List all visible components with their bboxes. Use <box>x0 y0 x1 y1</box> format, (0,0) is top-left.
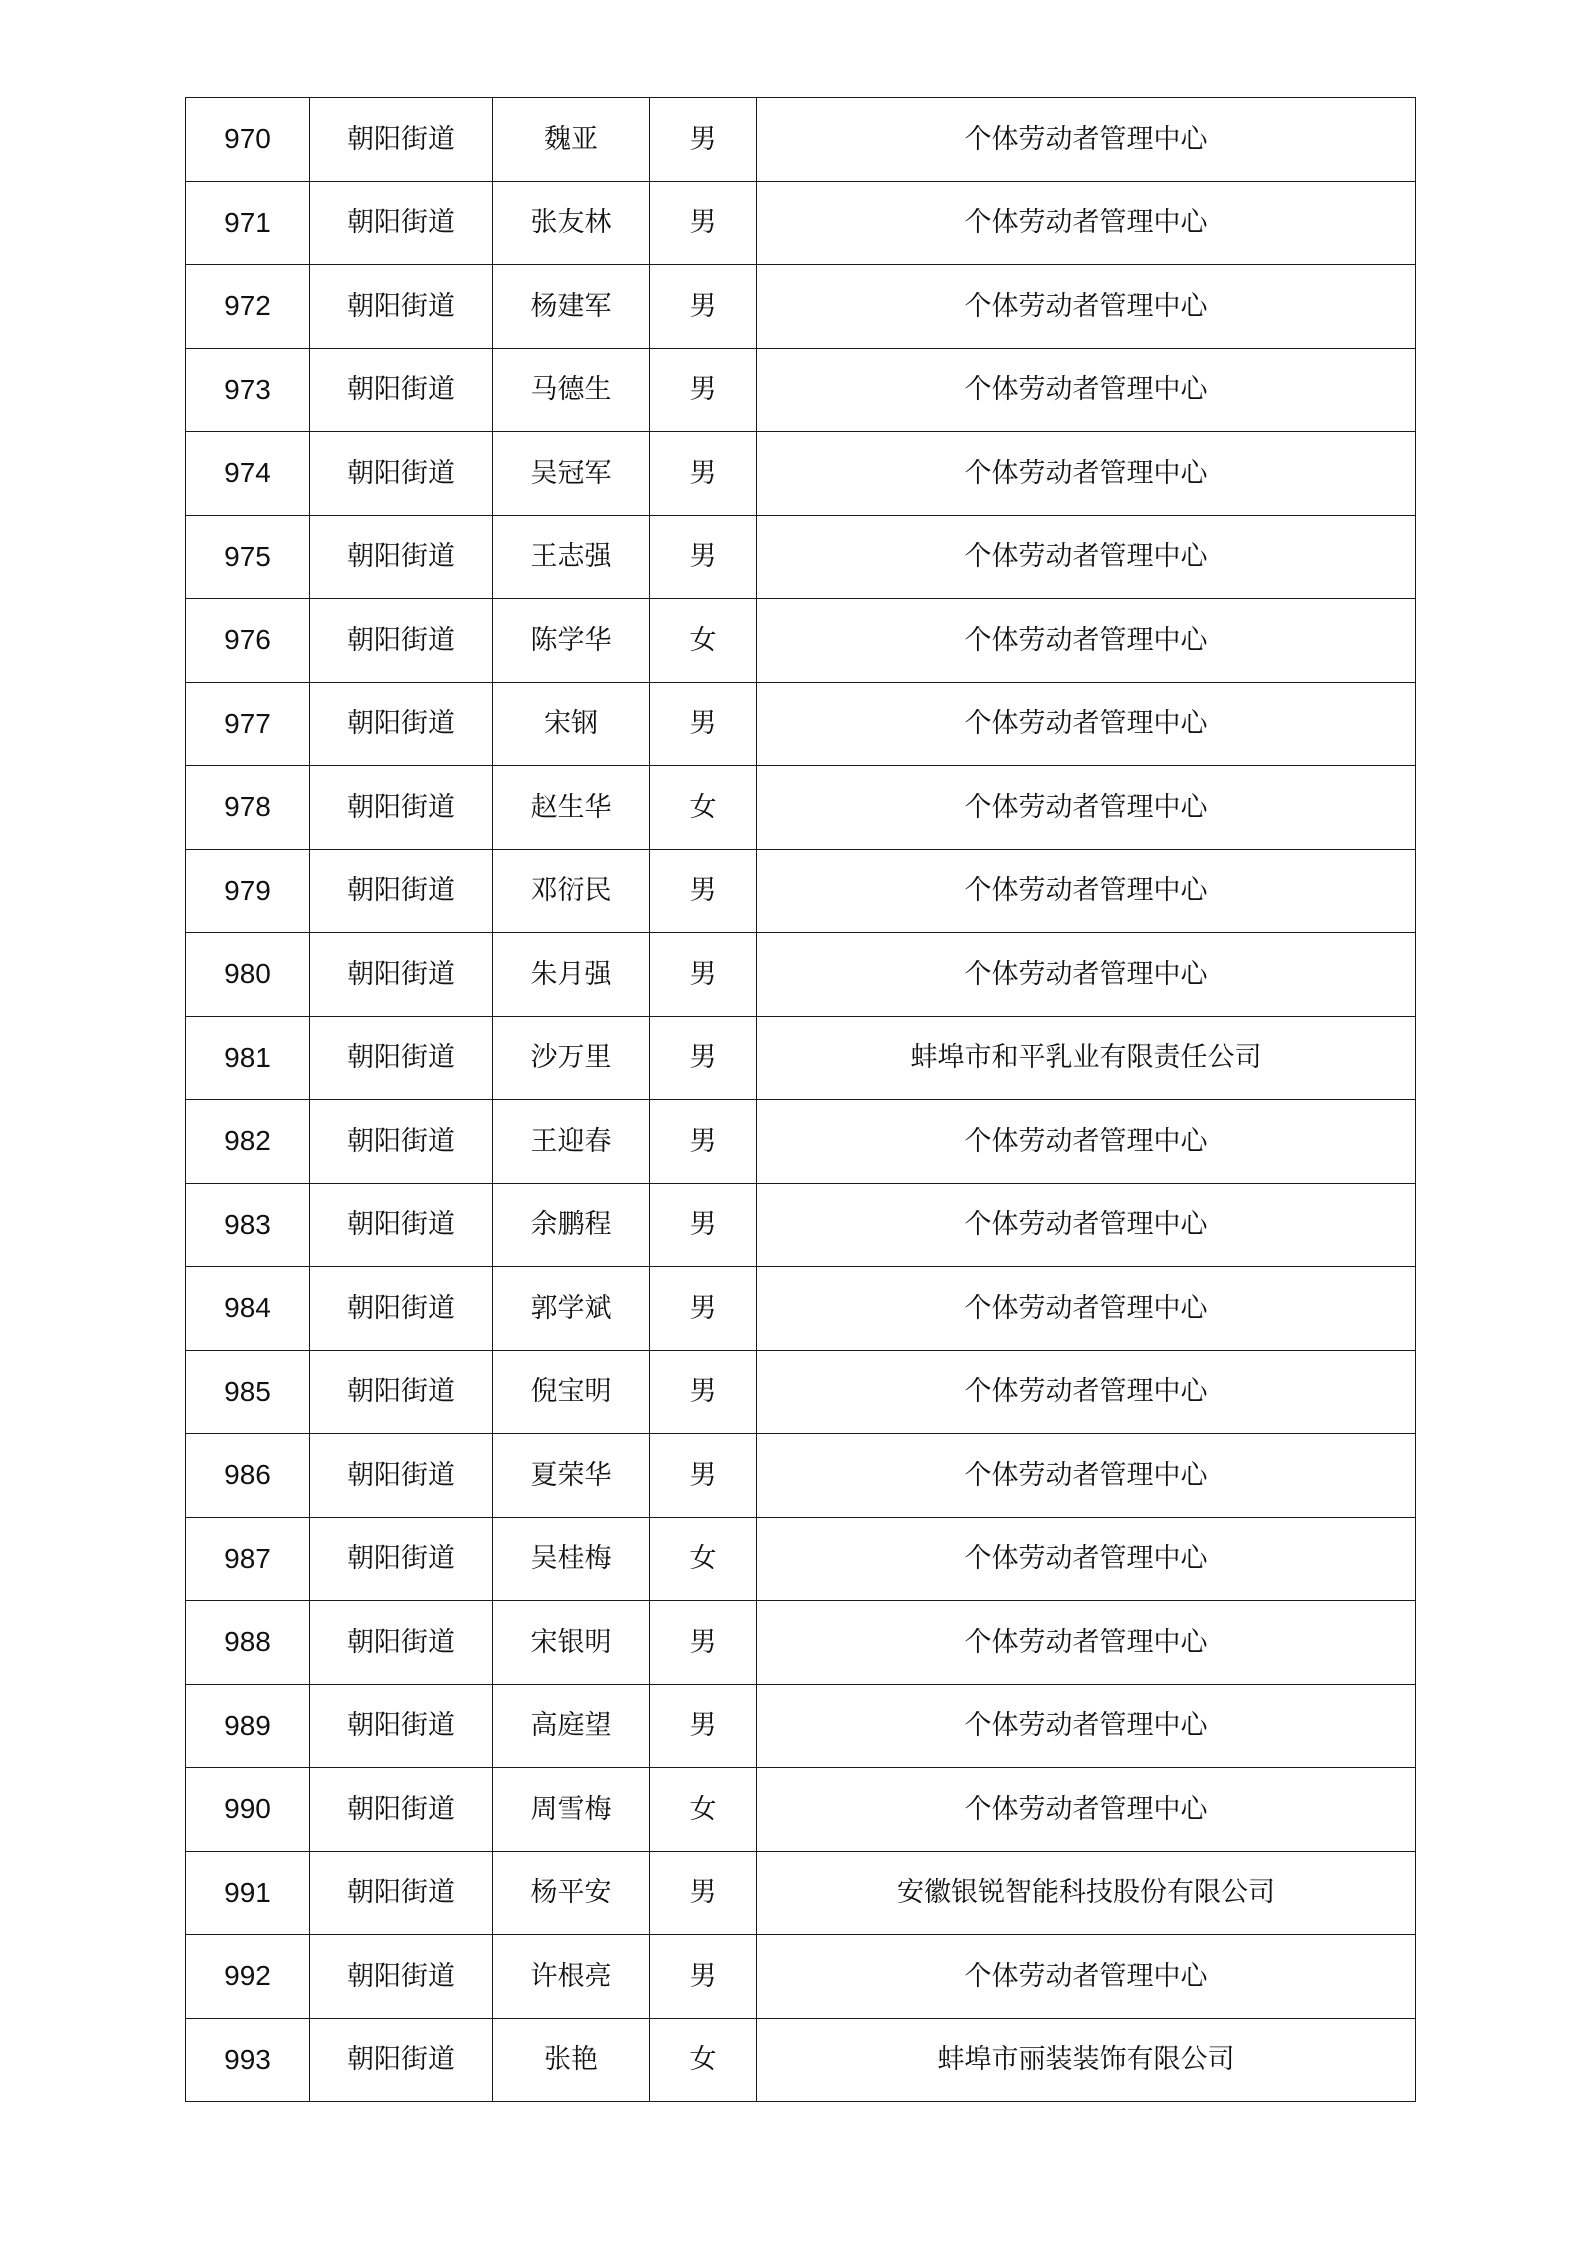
gender-cell: 女 <box>650 766 757 850</box>
work-unit-cell: 个体劳动者管理中心 <box>757 515 1416 599</box>
table-row <box>186 432 1416 516</box>
row-number-cell: 972 <box>186 265 310 349</box>
gender-cell: 男 <box>650 1684 757 1768</box>
row-number-cell: 970 <box>186 98 310 182</box>
gender-cell: 男 <box>650 265 757 349</box>
row-number-cell: 974 <box>186 432 310 516</box>
row-number-cell: 978 <box>186 766 310 850</box>
name-cell: 王迎春 <box>493 1100 650 1184</box>
work-unit-cell: 个体劳动者管理中心 <box>757 1434 1416 1518</box>
row-number-cell: 980 <box>186 933 310 1017</box>
gender-cell: 女 <box>650 2018 757 2102</box>
name-cell: 赵生华 <box>493 766 650 850</box>
street-cell: 朝阳街道 <box>310 1183 493 1267</box>
street-cell: 朝阳街道 <box>310 682 493 766</box>
name-cell: 魏亚 <box>493 98 650 182</box>
street-cell: 朝阳街道 <box>310 1517 493 1601</box>
street-cell: 朝阳街道 <box>310 1434 493 1518</box>
table-row <box>186 515 1416 599</box>
work-unit-cell: 蚌埠市和平乳业有限责任公司 <box>757 1016 1416 1100</box>
row-number-cell: 989 <box>186 1684 310 1768</box>
name-cell: 杨平安 <box>493 1851 650 1935</box>
work-unit-cell: 个体劳动者管理中心 <box>757 1684 1416 1768</box>
name-cell: 夏荣华 <box>493 1434 650 1518</box>
gender-cell: 男 <box>650 933 757 1017</box>
name-cell: 吴冠军 <box>493 432 650 516</box>
work-unit-cell: 个体劳动者管理中心 <box>757 1183 1416 1267</box>
gender-cell: 男 <box>650 1434 757 1518</box>
work-unit-cell: 个体劳动者管理中心 <box>757 933 1416 1017</box>
work-unit-cell: 个体劳动者管理中心 <box>757 1768 1416 1852</box>
gender-cell: 女 <box>650 1517 757 1601</box>
row-number-cell: 982 <box>186 1100 310 1184</box>
gender-cell: 男 <box>650 849 757 933</box>
gender-cell: 男 <box>650 181 757 265</box>
roster-table-body <box>186 98 1416 2102</box>
name-cell: 宋钢 <box>493 682 650 766</box>
street-cell: 朝阳街道 <box>310 1684 493 1768</box>
street-cell: 朝阳街道 <box>310 1267 493 1351</box>
gender-cell: 女 <box>650 1768 757 1852</box>
row-number-cell: 985 <box>186 1350 310 1434</box>
row-number-cell: 986 <box>186 1434 310 1518</box>
row-number-cell: 993 <box>186 2018 310 2102</box>
work-unit-cell: 个体劳动者管理中心 <box>757 849 1416 933</box>
row-number-cell: 992 <box>186 1935 310 2019</box>
street-cell: 朝阳街道 <box>310 766 493 850</box>
table-row <box>186 849 1416 933</box>
work-unit-cell: 个体劳动者管理中心 <box>757 348 1416 432</box>
street-cell: 朝阳街道 <box>310 1100 493 1184</box>
street-cell: 朝阳街道 <box>310 933 493 1017</box>
roster-table <box>185 97 1416 2102</box>
table-row <box>186 98 1416 182</box>
row-number-cell: 987 <box>186 1517 310 1601</box>
work-unit-cell: 个体劳动者管理中心 <box>757 432 1416 516</box>
name-cell: 吴桂梅 <box>493 1517 650 1601</box>
row-number-cell: 990 <box>186 1768 310 1852</box>
row-number-cell: 973 <box>186 348 310 432</box>
gender-cell: 女 <box>650 599 757 683</box>
name-cell: 许根亮 <box>493 1935 650 2019</box>
street-cell: 朝阳街道 <box>310 181 493 265</box>
table-row <box>186 1684 1416 1768</box>
row-number-cell: 977 <box>186 682 310 766</box>
name-cell: 宋银明 <box>493 1601 650 1685</box>
work-unit-cell: 个体劳动者管理中心 <box>757 599 1416 683</box>
name-cell: 倪宝明 <box>493 1350 650 1434</box>
street-cell: 朝阳街道 <box>310 599 493 683</box>
gender-cell: 男 <box>650 432 757 516</box>
table-row <box>186 1851 1416 1935</box>
table-row <box>186 1768 1416 1852</box>
street-cell: 朝阳街道 <box>310 1851 493 1935</box>
street-cell: 朝阳街道 <box>310 2018 493 2102</box>
name-cell: 杨建军 <box>493 265 650 349</box>
row-number-cell: 988 <box>186 1601 310 1685</box>
table-row <box>186 1517 1416 1601</box>
name-cell: 余鹏程 <box>493 1183 650 1267</box>
work-unit-cell: 个体劳动者管理中心 <box>757 1100 1416 1184</box>
row-number-cell: 975 <box>186 515 310 599</box>
name-cell: 张艳 <box>493 2018 650 2102</box>
table-row <box>186 1267 1416 1351</box>
work-unit-cell: 个体劳动者管理中心 <box>757 682 1416 766</box>
row-number-cell: 991 <box>186 1851 310 1935</box>
name-cell: 周雪梅 <box>493 1768 650 1852</box>
table-row <box>186 1100 1416 1184</box>
name-cell: 朱月强 <box>493 933 650 1017</box>
work-unit-cell: 个体劳动者管理中心 <box>757 1517 1416 1601</box>
table-row <box>186 1935 1416 2019</box>
table-row <box>186 265 1416 349</box>
name-cell: 张友林 <box>493 181 650 265</box>
gender-cell: 男 <box>650 515 757 599</box>
table-row <box>186 766 1416 850</box>
street-cell: 朝阳街道 <box>310 432 493 516</box>
street-cell: 朝阳街道 <box>310 1601 493 1685</box>
work-unit-cell: 个体劳动者管理中心 <box>757 1935 1416 2019</box>
gender-cell: 男 <box>650 98 757 182</box>
work-unit-cell: 个体劳动者管理中心 <box>757 265 1416 349</box>
table-row <box>186 1183 1416 1267</box>
table-row <box>186 682 1416 766</box>
gender-cell: 男 <box>650 1935 757 2019</box>
table-row <box>186 2018 1416 2102</box>
street-cell: 朝阳街道 <box>310 1935 493 2019</box>
gender-cell: 男 <box>650 1601 757 1685</box>
table-row <box>186 181 1416 265</box>
street-cell: 朝阳街道 <box>310 515 493 599</box>
work-unit-cell: 蚌埠市丽装装饰有限公司 <box>757 2018 1416 2102</box>
row-number-cell: 971 <box>186 181 310 265</box>
gender-cell: 男 <box>650 1851 757 1935</box>
street-cell: 朝阳街道 <box>310 1768 493 1852</box>
work-unit-cell: 个体劳动者管理中心 <box>757 1350 1416 1434</box>
gender-cell: 男 <box>650 682 757 766</box>
table-row <box>186 348 1416 432</box>
work-unit-cell: 个体劳动者管理中心 <box>757 1601 1416 1685</box>
name-cell: 邓衍民 <box>493 849 650 933</box>
gender-cell: 男 <box>650 1016 757 1100</box>
work-unit-cell: 个体劳动者管理中心 <box>757 181 1416 265</box>
work-unit-cell: 安徽银锐智能科技股份有限公司 <box>757 1851 1416 1935</box>
street-cell: 朝阳街道 <box>310 1350 493 1434</box>
gender-cell: 男 <box>650 1100 757 1184</box>
name-cell: 陈学华 <box>493 599 650 683</box>
gender-cell: 男 <box>650 1267 757 1351</box>
row-number-cell: 981 <box>186 1016 310 1100</box>
street-cell: 朝阳街道 <box>310 265 493 349</box>
table-row <box>186 1601 1416 1685</box>
work-unit-cell: 个体劳动者管理中心 <box>757 766 1416 850</box>
table-row <box>186 1434 1416 1518</box>
table-row <box>186 1350 1416 1434</box>
row-number-cell: 976 <box>186 599 310 683</box>
gender-cell: 男 <box>650 1183 757 1267</box>
gender-cell: 男 <box>650 1350 757 1434</box>
street-cell: 朝阳街道 <box>310 98 493 182</box>
gender-cell: 男 <box>650 348 757 432</box>
name-cell: 马德生 <box>493 348 650 432</box>
name-cell: 高庭望 <box>493 1684 650 1768</box>
table-row <box>186 933 1416 1017</box>
work-unit-cell: 个体劳动者管理中心 <box>757 98 1416 182</box>
table-row <box>186 1016 1416 1100</box>
street-cell: 朝阳街道 <box>310 849 493 933</box>
table-row <box>186 599 1416 683</box>
name-cell: 郭学斌 <box>493 1267 650 1351</box>
name-cell: 王志强 <box>493 515 650 599</box>
street-cell: 朝阳街道 <box>310 348 493 432</box>
street-cell: 朝阳街道 <box>310 1016 493 1100</box>
name-cell: 沙万里 <box>493 1016 650 1100</box>
row-number-cell: 984 <box>186 1267 310 1351</box>
work-unit-cell: 个体劳动者管理中心 <box>757 1267 1416 1351</box>
row-number-cell: 979 <box>186 849 310 933</box>
row-number-cell: 983 <box>186 1183 310 1267</box>
